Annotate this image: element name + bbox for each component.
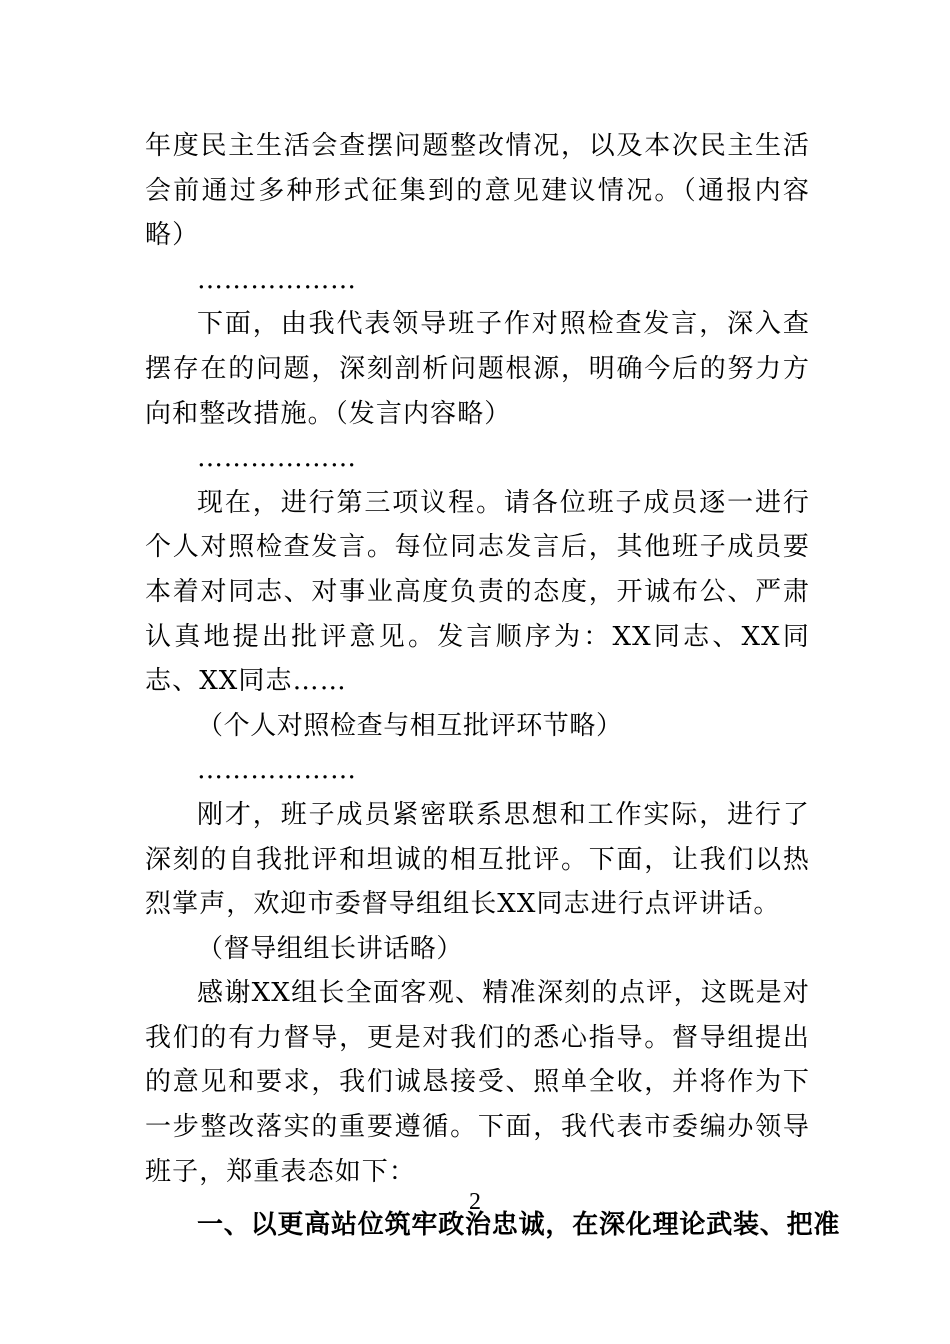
document-body [145,124,841,1250]
paragraph-third-agenda-item: 现在，进行第三项议程。请各位班子成员逐一进行个人对照检查发言。每位同志发言后，其他班子成员要本着对同志、对事业高度负责的态度，开诚布公、严肃认真地提出批评意见。发言顺序为：XX同志、XX同志、XX同志…… [145,487,810,697]
page-number: 2 [469,1189,481,1215]
section-heading-one: 一、以更高站位筑牢政治忠诚，在深化理论武装、把准 [197,1210,841,1241]
ellipsis-separator: ……………… [197,264,357,295]
paragraph-team-self-inspection: 下面，由我代表领导班子作对照检查发言，深入查摆存在的问题，深刻剖析问题根源，明确今后的努力方向和整改措施。（发言内容略） [145,309,810,429]
note-criticism-section-omitted: （个人对照检查与相互批评环节略） [197,710,623,741]
ellipsis-separator: ……………… [197,443,357,474]
paragraph-invite-supervisor-speech: 刚才，班子成员紧密联系思想和工作实际，进行了深刻的自我批评和坦诚的相互批评。下面，让我们以热烈掌声，欢迎市委督导组组长XX同志进行点评讲话。 [145,799,810,920]
paragraph-thanks-and-commitment: 感谢XX组长全面客观、精准深刻的点评，这既是对我们的有力督导，更是对我们的悉心指导。督导组提出的意见和要求，我们诚恳接受、照单全收，并将作为下一步整改落实的重要遵循。下面，我代表市委编办领导班子，郑重表态如下： [145,978,810,1187]
ellipsis-separator: ……………… [197,755,357,786]
note-supervisor-speech-omitted: （督导组组长讲话略） [197,933,464,964]
paragraph-report-summary: 年度民主生活会查摆问题整改情况，以及本次民主生活会前通过多种形式征集到的意见建议情况。（通报内容略） [145,131,810,251]
